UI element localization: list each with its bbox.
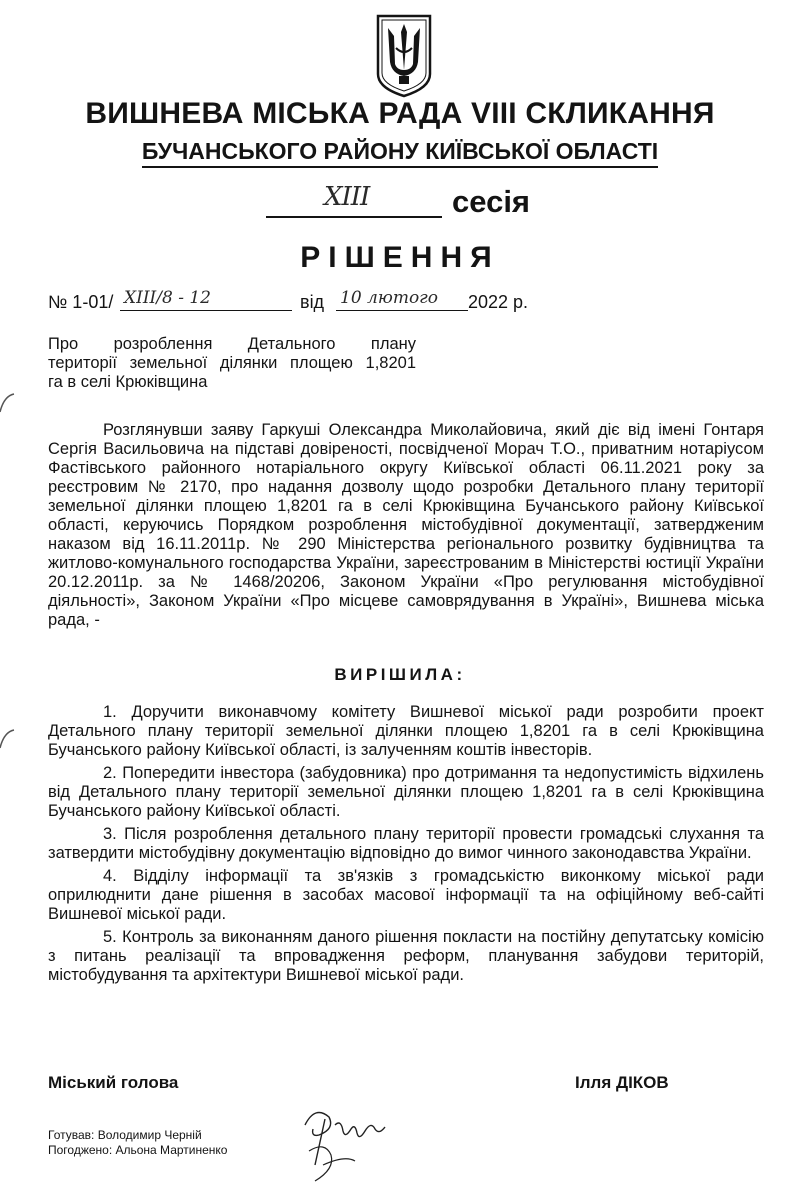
preamble-text: Розглянувши заяву Гаркуші Олександра Миколайовича, який діє від імені Гонтаря Сергія Васильовича на підставі довіреності, посвідченої Морач Т.О., приватним нотаріусом Фастівського районного нотаріального округу Київської області 06.11.2021 року за реєстровим № 2170, про надання дозволу щодо розробки Детального плану території земельної ділянки площею 1,8201 га в селі Крюківщина Бучанського району Київської області, керуючись Порядком розроблення містобудівної документації, затвердженим наказом від 16.11.2011р. № 290 Міністерства регіонального розвитку будівництва та житлово-комунального господарства України, зареєстрованим в Міністерстві юстиції України 20.12.2011р. за № 1468/20206, Законом України «Про регулювання містобудівної діяльності», Законом України «Про місцеве самоврядування в Україні», Вишнева міська рада, - <box>48 421 764 629</box>
district-title-text: БУЧАНСЬКОГО РАЙОНУ КИЇВСЬКОЇ ОБЛАСТІ <box>142 137 658 168</box>
handwritten-signature-icon <box>285 1095 395 1187</box>
signatory-name: Ілля ДІКОВ <box>575 1073 669 1092</box>
decision-number-prefix: № 1-01/ <box>48 292 114 312</box>
session-blank-line <box>266 216 442 218</box>
session-number-handwritten: XIII <box>324 182 370 212</box>
decision-item-3: 3. Після розроблення детального плану території провести громадські слухання та затвердити містобудівну документацію відповідно до вимог чинного законодавства України. <box>48 825 764 862</box>
punch-hole-mark <box>0 392 16 414</box>
session-word: сесія <box>452 184 531 219</box>
subject-line-2: території земельної ділянки площею 1,8201 <box>48 354 416 372</box>
punch-hole-mark <box>0 728 16 750</box>
prepared-block <box>48 1128 227 1158</box>
preamble <box>48 421 764 630</box>
decision-item-1: 1. Доручити виконавчому комітету Вишневої міської ради розробити проект Детального плану території земельної ділянки площею 1,8201 га в селі Крюківщина Бучанського району Київської області, із залученням коштів інвесторів. <box>48 703 764 759</box>
session-line <box>0 182 800 222</box>
decision-year: 2022 р. <box>468 292 529 312</box>
ukraine-trident-emblem-icon <box>374 12 434 98</box>
council-title: ВИШНЕВА МІСЬКА РАДА VIII СКЛИКАННЯ <box>85 97 715 130</box>
decision-item-4: 4. Відділу інформації та зв'язків з громадськістю виконкому міської ради оприлюднити дане рішення в засобах масової інформації та на офіційному веб-сайті Вишневої міської ради. <box>48 867 764 923</box>
decision-date-handwritten: 10 лютого <box>340 288 439 308</box>
decision-subject <box>48 335 416 392</box>
decided-heading: ВИРІШИЛА: <box>334 665 466 684</box>
decision-items <box>48 703 764 989</box>
district-title <box>0 137 800 168</box>
document-title: РІШЕННЯ <box>300 241 500 274</box>
agreed-by: Погоджено: Альона Мартиненко <box>48 1143 228 1157</box>
decision-item-2: 2. Попередити інвестора (забудовника) про дотримання та недопустимість відхилень від Детального плану території земельної ділянки площею 1,8201 га в селі Крюківщина Бучанського району Київської області. <box>48 764 764 820</box>
subject-line-1: Про розроблення Детального плану <box>48 335 416 353</box>
decision-number-line <box>48 288 748 318</box>
decision-number-handwritten: XIII/8 - 12 <box>124 288 211 308</box>
prepared-by: Готував: Володимир Черній <box>48 1128 202 1142</box>
decision-item-5: 5. Контроль за виконанням даного рішення покласти на постійну депутатську комісію з питань реалізації та впровадження реформ, планування забудови територій, містобудування та архітектури Вишневої міської ради. <box>48 928 764 984</box>
signatory-position: Міський голова <box>48 1073 179 1092</box>
decision-date-label: від <box>300 292 325 312</box>
subject-line-3: га в селі Крюківщина <box>48 373 208 391</box>
